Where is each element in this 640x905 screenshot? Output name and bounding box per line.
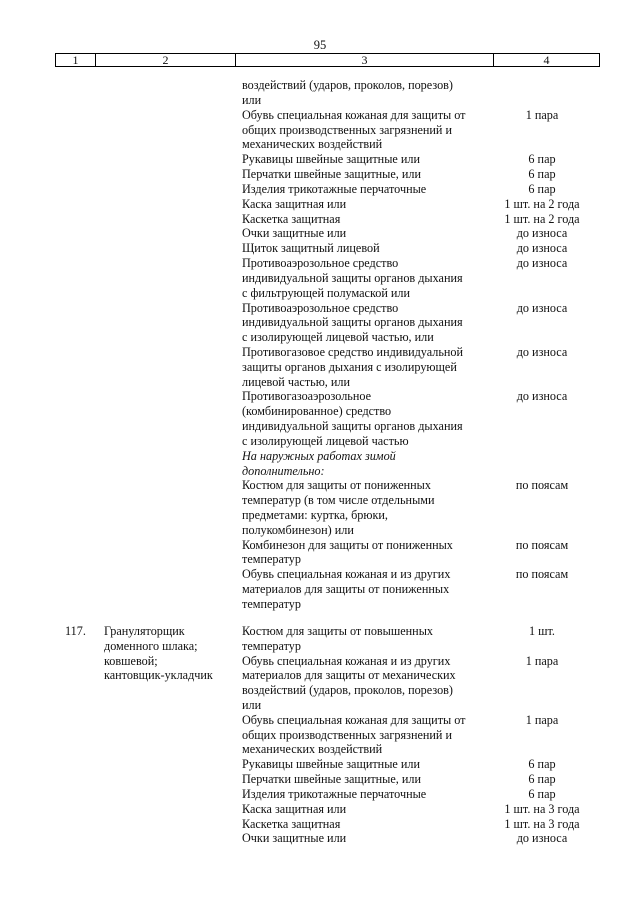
item-text-line: Противоаэрозольное средство: [242, 256, 399, 270]
item-text-line: Рукавицы швейные защитные или: [242, 757, 420, 771]
item-text-line: индивидуальной защиты органов дыхания: [242, 315, 463, 329]
norm-value: по поясам: [515, 478, 569, 492]
item-text-line: или: [242, 698, 262, 712]
item-text-line: температур: [242, 552, 301, 566]
item-text-line: материалов для защиты от механических: [242, 668, 456, 682]
item-text-line: общих производственных загрязнений и: [242, 728, 453, 742]
item-text-line: температур: [242, 639, 301, 653]
norm-value: 1 шт. на 2 года: [504, 212, 580, 226]
item-text-line: материалов для защиты от пониженных: [242, 582, 450, 596]
item-text-line: Противогазовое средство индивидуальной: [242, 345, 464, 359]
section-note-line: дополнительно:: [242, 464, 325, 478]
item-text-line: Рукавицы швейные защитные или: [242, 152, 420, 166]
norm-value: до износа: [516, 345, 568, 359]
profession-line: Грануляторщик: [104, 624, 185, 638]
item-text-line: Костюм для защиты от повышенных: [242, 624, 433, 638]
norm-value: 6 пар: [528, 152, 556, 166]
item-text-line: Каскетка защитная: [242, 817, 341, 831]
item-text-line: Щиток защитный лицевой: [242, 241, 380, 255]
item-number: 117.: [65, 624, 86, 638]
section-note-line: На наружных работах зимой: [242, 449, 396, 463]
item-text-line: Обувь специальная кожаная и из других: [242, 654, 451, 668]
item-text-line: Перчатки швейные защитные, или: [242, 772, 422, 786]
profession-line: кантовщик-укладчик: [104, 668, 213, 682]
profession-line: доменного шлака;: [104, 639, 198, 653]
norm-value: 1 шт. на 2 года: [504, 197, 580, 211]
norm-value: 1 шт.: [529, 624, 555, 638]
norm-value: до износа: [516, 241, 568, 255]
item-text-line: предметами: куртка, брюки,: [242, 508, 388, 522]
item-text-line: воздействий (ударов, проколов, порезов): [242, 683, 453, 697]
header-col-3: 3: [361, 53, 368, 67]
item-text-line: температур (в том числе отдельными: [242, 493, 435, 507]
item-text-line: с изолирующей лицевой частью, или: [242, 330, 434, 344]
norm-value: 6 пар: [528, 772, 556, 786]
norm-value: до износа: [516, 301, 568, 315]
item-text-line: защиты органов дыхания с изолирующей: [242, 360, 457, 374]
item-text-line: Обувь специальная кожаная и из других: [242, 567, 451, 581]
item-text-line: Противогазоаэрозольное: [242, 389, 372, 403]
table-header: [55, 53, 600, 67]
norm-value: до износа: [516, 256, 568, 270]
header-col-2: 2: [162, 53, 169, 67]
header-col-4: 4: [543, 53, 550, 67]
item-text-line: Изделия трикотажные перчаточные: [242, 182, 427, 196]
norm-value: до износа: [516, 831, 568, 845]
item-text-line: Обувь специальная кожаная для защиты от: [242, 713, 466, 727]
norm-value: 1 пара: [525, 713, 559, 727]
item-text-line: механических воздействий: [242, 137, 383, 151]
item-text-line: Очки защитные или: [242, 226, 347, 240]
item-text-line: Костюм для защиты от пониженных: [242, 478, 431, 492]
norm-value: до износа: [516, 389, 568, 403]
norm-value: 1 пара: [525, 108, 559, 122]
item-text-line: Изделия трикотажные перчаточные: [242, 787, 427, 801]
norm-value: 1 пара: [525, 654, 559, 668]
item-text-line: Каска защитная или: [242, 802, 347, 816]
norm-value: 6 пар: [528, 787, 556, 801]
item-text-line: индивидуальной защиты органов дыхания: [242, 419, 463, 433]
item-text-line: Обувь специальная кожаная для защиты от: [242, 108, 466, 122]
norm-value: до износа: [516, 226, 568, 240]
item-text-line: Комбинезон для защиты от пониженных: [242, 538, 453, 552]
norm-value: 1 шт. на 3 года: [504, 802, 580, 816]
header-col-1: 1: [72, 53, 79, 67]
item-text-line: температур: [242, 597, 301, 611]
norm-value: 6 пар: [528, 167, 556, 181]
item-text-line: Очки защитные или: [242, 831, 347, 845]
norm-value: 6 пар: [528, 182, 556, 196]
item-text-line: Перчатки швейные защитные, или: [242, 167, 422, 181]
item-text-line: общих производственных загрязнений и: [242, 123, 453, 137]
item-text-line: с фильтрующей полумаской или: [242, 286, 411, 300]
item-text-line: или: [242, 93, 262, 107]
item-text-line: Противоаэрозольное средство: [242, 301, 399, 315]
norm-value: 6 пар: [528, 757, 556, 771]
norm-value: по поясам: [515, 538, 569, 552]
item-text-line: механических воздействий: [242, 742, 383, 756]
item-text-line: Каскетка защитная: [242, 212, 341, 226]
item-text-line: Каска защитная или: [242, 197, 347, 211]
item-text-line: (комбинированное) средство: [242, 404, 392, 418]
item-text-line: индивидуальной защиты органов дыхания: [242, 271, 463, 285]
item-text-line: полукомбинезон) или: [242, 523, 354, 537]
page-number: 95: [313, 38, 327, 52]
norm-value: 1 шт. на 3 года: [504, 817, 580, 831]
item-text-line: лицевой частью, или: [242, 375, 351, 389]
profession-line: ковшевой;: [104, 654, 158, 668]
item-text-line: воздействий (ударов, проколов, порезов): [242, 78, 453, 92]
norm-value: по поясам: [515, 567, 569, 581]
item-text-line: с изолирующей лицевой частью: [242, 434, 409, 448]
